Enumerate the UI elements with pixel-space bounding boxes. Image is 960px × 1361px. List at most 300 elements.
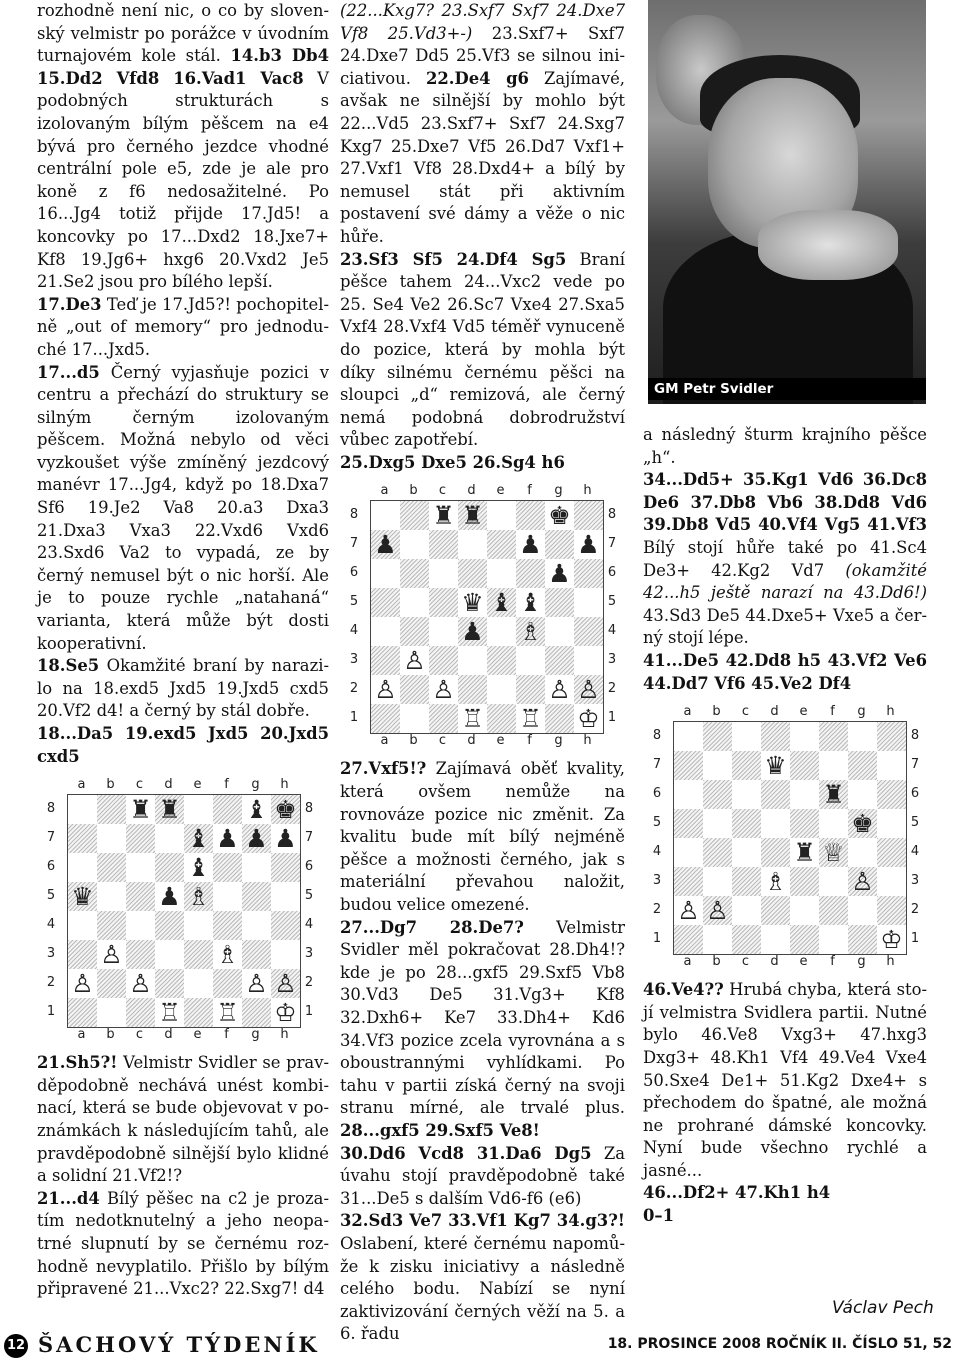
square-b7	[703, 751, 732, 780]
rank-label: 3	[910, 873, 920, 889]
file-label: c	[741, 953, 750, 969]
photo-hands-shape	[758, 210, 898, 280]
square-f1: ♖	[216, 998, 239, 1028]
move-notation: 14.b3 Db4 15.Dd2 Vfd8 16.Vad1 Vac8	[37, 46, 330, 88]
file-label: c	[438, 483, 447, 499]
square-c7	[126, 824, 155, 853]
commentary-text: Bílý pěšec na c2 je prozatím nedotknutelný a jeho neopatrné slupnutí by se černému rozhodně nevyplatilo. Přišlo by bílým připravené 21...Vxc2? 22.Sxg7! d4	[37, 1188, 329, 1299]
file-label: h	[583, 732, 592, 748]
square-b3	[703, 867, 732, 896]
file-label: c	[741, 704, 750, 720]
photo-caption: GM Petr Svidler	[648, 378, 926, 400]
paragraph	[643, 1182, 927, 1205]
issue-info: 18. PROSINCE 2008 ROČNÍK II. ČÍSLO 51, 52	[607, 1336, 952, 1352]
square-a3	[68, 940, 97, 969]
rank-labels-left	[649, 721, 665, 953]
square-g8	[848, 722, 877, 751]
move-notation: 28...gxf5 29.Sxf5 Ve8!	[340, 1120, 540, 1140]
rank-label: 7	[607, 536, 617, 552]
square-f7: ♟	[519, 530, 542, 560]
commentary-text: Černý vyjasňuje pozici v centru a přechází do struktury se silným černým izolovaným pěšcem. Možná nebylo od věci vyzkoušet výše zmíněný jezdcový manévr 17...Jg4, když po 18.Dxa7 Sf6 19.Je2 Va8 20.a3 Dxa3 21.Dxa3 Vxa3 22.Vxd6 Vxd6 23.Sxd6 Va2 to vypadá, ze by černý nemusel být o nic horší. Ale je to pouze rychle „natahaná“ varianta, která může být dosti kooperativní.	[37, 362, 329, 653]
square-h6	[877, 780, 906, 809]
rank-labels-left	[346, 500, 362, 732]
paragraph	[37, 655, 329, 723]
rank-label: 6	[349, 565, 359, 581]
file-label: a	[380, 483, 389, 499]
rank-label: 6	[910, 786, 920, 802]
rank-label: 8	[910, 728, 920, 744]
rank-label: 6	[304, 859, 314, 875]
file-label: f	[527, 732, 532, 748]
square-g2: ♙	[548, 675, 571, 705]
rank-label: 7	[910, 757, 920, 773]
square-f1: ♖	[519, 704, 542, 734]
square-f2	[213, 969, 242, 998]
paragraph	[643, 650, 927, 695]
square-f4: ♗	[516, 617, 545, 646]
square-d8	[761, 722, 790, 751]
square-d5	[761, 809, 790, 838]
move-notation: 34...Dd5+ 35.Kg1 Vd6 36.Dc8 De6 37.Db8 Vb6 38.Dd8 Vd6 39.Db8 Vd5 40.Vf4 Vg5 41.Vf3	[643, 470, 927, 535]
player-photo	[648, 0, 926, 404]
square-c8: ♜	[129, 795, 152, 825]
square-g8: ♝	[245, 795, 268, 825]
square-a2: ♙	[677, 896, 700, 926]
paragraph	[340, 452, 625, 475]
file-label: g	[857, 953, 866, 969]
square-e4	[184, 911, 213, 940]
square-d3	[155, 940, 184, 969]
square-c3	[126, 940, 155, 969]
square-h8: ♚	[271, 795, 300, 824]
square-e7	[487, 530, 516, 559]
square-h8	[877, 722, 906, 751]
file-label: g	[554, 483, 563, 499]
square-f8	[213, 795, 242, 824]
file-label: d	[164, 777, 173, 793]
rank-label: 4	[304, 917, 314, 933]
article-column-1	[37, 0, 329, 1301]
rank-label: 7	[349, 536, 359, 552]
square-f6	[213, 853, 242, 882]
square-a7	[674, 751, 703, 780]
square-a4	[674, 838, 703, 867]
move-notation: 46.Ve4??	[643, 980, 724, 1000]
file-label: f	[224, 777, 229, 793]
file-label: b	[106, 1026, 115, 1042]
square-g7	[545, 530, 574, 559]
square-d4	[761, 838, 790, 867]
rank-label: 5	[652, 815, 662, 831]
file-label: d	[770, 953, 779, 969]
square-a3	[371, 646, 400, 675]
paragraph	[37, 1188, 329, 1301]
file-label: a	[683, 704, 692, 720]
commentary-text: Teď je 17.Jd5?! pochopitelně „out of memory“ pro jednoduché 17...Jxd5.	[37, 294, 329, 359]
rank-label: 7	[652, 757, 662, 773]
square-h1: ♔	[274, 998, 297, 1028]
commentary-text: Velmistr Svidler se pravděpodobně nechává unést kombinací, která se bude objevovat v poznámkách k následujícím tahů, ale pravděpodobně silnější bylo klidné a solidní 21.Vf2!?	[37, 1053, 329, 1186]
rank-label: 2	[652, 902, 662, 918]
square-c4	[732, 838, 761, 867]
square-g2: ♙	[245, 969, 268, 999]
file-label: h	[886, 953, 895, 969]
square-d4	[155, 911, 184, 940]
file-label: g	[251, 777, 260, 793]
square-a7	[68, 824, 97, 853]
file-label: b	[409, 732, 418, 748]
square-h6	[271, 853, 300, 882]
square-g2	[848, 896, 877, 925]
move-notation: 30.Dd6 Vcd8 31.Da6 Dg5	[340, 1143, 592, 1163]
square-c5	[429, 588, 458, 617]
rank-label: 6	[607, 565, 617, 581]
commentary-text: Hrubá chyba, která stojí velmistra Svidlera partii. Nutné bylo 46.Ve8 Vxg3+ 47.hxg3 Dxg3+ 48.Kh1 Vf4 49.Ve4 Vxe4 50.Sxe4 De1+ 51.Kg2 Dxe4+ s přechodem do špatné, ale možná ne prohrané dámské koncovky. Nyní bude všechno rychlé a jasné...	[643, 980, 927, 1180]
square-a6	[674, 780, 703, 809]
square-e5: ♝	[487, 588, 516, 617]
file-labels-bottom	[67, 1024, 299, 1047]
square-h3	[271, 940, 300, 969]
square-c3	[732, 867, 761, 896]
paragraph	[340, 1210, 625, 1346]
file-label: g	[554, 732, 563, 748]
file-labels-bottom	[673, 951, 905, 974]
square-e2	[790, 896, 819, 925]
square-h8	[574, 501, 603, 530]
rank-label: 6	[652, 786, 662, 802]
square-g4	[848, 838, 877, 867]
square-h2	[877, 896, 906, 925]
move-notation: 17...d5	[37, 362, 100, 382]
square-a7: ♟	[371, 530, 400, 559]
square-b5	[703, 809, 732, 838]
square-d7: ♛	[764, 751, 787, 781]
file-label: h	[280, 1026, 289, 1042]
commentary-text: Zajímavá oběť kvality, která ovšem nemůže na rovnováze pozice nic změnit. Za kvalitu bude mít bílý nejméně pěšce a možnosti černého, jak s materiální převahou naložit, budou velice omezené.	[340, 759, 625, 915]
square-d5: ♛	[461, 588, 484, 618]
square-b6	[97, 853, 126, 882]
square-d7	[155, 824, 184, 853]
square-h7	[877, 751, 906, 780]
commentary-text: Za úvahu stojí pravděpodobně také 31...De5 s dalším Vd6-f6 (e6)	[340, 1143, 625, 1208]
rank-label: 8	[652, 728, 662, 744]
square-f7: ♟	[216, 824, 239, 854]
square-d2	[458, 675, 487, 704]
square-c6	[732, 780, 761, 809]
file-label: e	[799, 704, 808, 720]
square-h4	[877, 838, 906, 867]
move-notation: 0–1	[643, 1206, 675, 1226]
square-c2: ♙	[432, 675, 455, 705]
file-label: d	[770, 704, 779, 720]
square-b4	[97, 911, 126, 940]
square-a6	[68, 853, 97, 882]
move-notation: 22.De4 g6	[425, 68, 529, 88]
paragraph	[643, 424, 927, 469]
file-label: f	[830, 953, 835, 969]
move-notation: 46...Df2+ 47.Kh1 h4	[643, 1183, 831, 1203]
file-label: c	[135, 1026, 144, 1042]
square-a8	[674, 722, 703, 751]
paragraph	[340, 758, 625, 916]
file-label: h	[280, 777, 289, 793]
commentary-text: (22...Kxg7? 23.Sxf7 Sxf7 24.Dxe7 Vf8 25.Vd3+-)	[340, 1, 625, 43]
square-b2: ♙	[703, 896, 732, 925]
commentary-text: 23.Sxf7+ Sxf7 24.Dxe7 Dd5 25.Vf3 se silnou iniciativou.	[340, 23, 625, 88]
rank-label: 7	[304, 830, 314, 846]
chess-board	[67, 794, 301, 1028]
rank-labels-left	[43, 794, 59, 1026]
file-label: e	[193, 1026, 202, 1042]
rank-label: 5	[46, 888, 56, 904]
square-a8	[371, 501, 400, 530]
square-b4	[703, 838, 732, 867]
square-h7: ♟	[577, 530, 600, 560]
square-e8	[487, 501, 516, 530]
move-notation: 41...De5 42.Dd8 h5 43.Vf2 Ve6 44.Dd7 Vf6 45.Ve2 Df4	[643, 650, 927, 693]
rank-label: 2	[304, 975, 314, 991]
rank-label: 3	[46, 946, 56, 962]
file-label: c	[135, 777, 144, 793]
square-f2	[819, 896, 848, 925]
masthead: ŠACHOVÝ TÝDENÍK	[38, 1332, 320, 1357]
file-label: a	[77, 1026, 86, 1042]
square-a5: ♛	[68, 882, 97, 911]
paragraph	[340, 1143, 625, 1211]
square-a3	[674, 867, 703, 896]
square-c2: ♙	[129, 969, 152, 999]
square-e5: ♗	[184, 882, 213, 911]
commentary-text: Velmistr Svidler měl pokračovat 28.Dh4!? kde je po 28...gxf5 29.Sxf5 Vb8 30.Vd3 De5 31.Vg3+ Kf8 32.Dxh6+ Ke7 33.Dh4+ Kd6 34.Vf3 pozice zcela vyrovnána a s oboustrannými vyhlídkami. Po tahu v partii získá černý na svoji stranu mírné, ale trvalé plus.	[340, 917, 625, 1118]
square-g3	[242, 940, 271, 969]
square-b2	[97, 969, 126, 998]
rank-labels-right	[907, 721, 923, 953]
square-b3: ♙	[100, 940, 123, 970]
rank-label: 2	[349, 681, 359, 697]
square-h6	[574, 559, 603, 588]
square-a5	[674, 809, 703, 838]
commentary-text: Braní pěšce tahem 24...Vxc2 vede po 25. Se4 Ve2 26.Sc7 Vxe4 27.Sxa5 Vxf4 28.Vxf4 Vd5 téměř vynuceně do pozice, která by mohla být díky silnému černému pěšci na sloupci „d“ remizová, ale černý nemá podobná dobrodružství vůbec zapotřebí.	[340, 249, 625, 450]
square-e8	[184, 795, 213, 824]
rank-label: 3	[304, 946, 314, 962]
rank-label: 1	[652, 931, 662, 947]
square-c6	[126, 853, 155, 882]
square-f5	[819, 809, 848, 838]
square-c4	[126, 911, 155, 940]
square-a4	[68, 911, 97, 940]
square-e4: ♜	[793, 838, 816, 868]
square-h1: ♔	[880, 925, 903, 955]
commentary-text: Bílý stojí hůře také po 41.Sc4 De3+ 42.Kg2 Vd7	[643, 537, 927, 580]
square-e3	[487, 646, 516, 675]
file-label: b	[106, 777, 115, 793]
paragraph	[37, 0, 329, 294]
rank-label: 8	[607, 507, 617, 523]
square-g4	[545, 617, 574, 646]
square-d8: ♜	[155, 795, 184, 824]
commentary-text: Oslabení, které černému napomůže k zisku iniciativy a následně celého bodu. Nabízí se nyní zaktivizování černých věží na 5. a 6. řadu	[340, 1233, 625, 1344]
square-c2	[732, 896, 761, 925]
square-h4	[574, 617, 603, 646]
file-label: b	[712, 704, 721, 720]
author-signature: Václav Pech	[832, 1298, 934, 1318]
square-g6: ♟	[548, 559, 571, 589]
move-notation: 18.Se5	[37, 656, 100, 676]
square-b8	[400, 501, 429, 530]
square-h5	[271, 882, 300, 911]
move-notation: 18...Da5 19.exd5 Jxd5 20.Jxd5 cxd5	[37, 724, 329, 766]
square-f6	[516, 559, 545, 588]
square-c4	[429, 617, 458, 646]
file-label: a	[77, 777, 86, 793]
file-label: d	[164, 1026, 173, 1042]
commentary-text: a následný šturm krajního pěšce „h“.	[643, 425, 927, 467]
square-c3	[429, 646, 458, 675]
rank-label: 1	[304, 1004, 314, 1020]
rank-label: 1	[910, 931, 920, 947]
square-d7	[458, 530, 487, 559]
file-label: d	[467, 732, 476, 748]
rank-label: 4	[349, 623, 359, 639]
paragraph	[37, 362, 329, 656]
paragraph	[340, 0, 625, 249]
square-e7: ♝	[184, 824, 213, 853]
move-notation: 32.Sd3 Ve7 33.Vf1 Kg7 34.g3?!	[340, 1211, 625, 1231]
paragraph	[340, 917, 625, 1143]
paragraph	[37, 723, 329, 768]
square-b5	[400, 588, 429, 617]
rank-label: 1	[46, 1004, 56, 1020]
rank-label: 4	[46, 917, 56, 933]
square-f7	[819, 751, 848, 780]
commentary-text: Okamžité braní by narazilo na 18.exd5 Jxd5 19.Jxd5 cxd5 20.Vf2 d4! a černý by stál dobře.	[37, 656, 329, 721]
square-h5	[574, 588, 603, 617]
square-g5	[545, 588, 574, 617]
square-e5	[790, 809, 819, 838]
commentary-text: 43.Sd3 De5 44.Dxe5+ Vxe5 a černý stojí lépe.	[643, 605, 927, 648]
square-f4: ♕	[819, 838, 848, 867]
square-e6: ♝	[187, 853, 210, 883]
square-a5	[371, 588, 400, 617]
square-g4	[242, 911, 271, 940]
chess-diagram-1	[43, 774, 314, 1046]
square-g8: ♚	[548, 501, 571, 531]
square-e6	[487, 559, 516, 588]
square-h2: ♙	[271, 969, 300, 998]
rank-label: 4	[910, 844, 920, 860]
rank-label: 8	[349, 507, 359, 523]
square-e8	[790, 722, 819, 751]
file-label: f	[224, 1026, 229, 1042]
move-notation: 27...Dg7 28.De7?	[340, 917, 524, 937]
file-label: h	[583, 483, 592, 499]
square-e2	[184, 969, 213, 998]
square-f8	[819, 722, 848, 751]
move-notation: 21.Sh5?!	[37, 1053, 118, 1073]
square-h1: ♔	[577, 704, 600, 734]
square-g6	[242, 853, 271, 882]
square-a8	[68, 795, 97, 824]
paragraph	[340, 249, 625, 452]
square-h5	[877, 809, 906, 838]
square-c6	[429, 559, 458, 588]
square-d1: ♖	[158, 998, 181, 1028]
square-g7: ♟	[242, 824, 271, 853]
rank-label: 3	[607, 652, 617, 668]
square-b6	[400, 559, 429, 588]
square-e2	[487, 675, 516, 704]
rank-label: 4	[607, 623, 617, 639]
commentary-text: (okamžité 42...h5 ještě narazí na 43.Dd6!)	[643, 560, 927, 603]
square-e3	[790, 867, 819, 896]
square-d6	[761, 780, 790, 809]
square-a2: ♙	[374, 675, 397, 705]
square-f2	[516, 675, 545, 704]
file-label: f	[830, 704, 835, 720]
file-labels-bottom	[370, 730, 602, 753]
paragraph	[37, 1052, 329, 1188]
square-d5: ♟	[158, 882, 181, 912]
square-d2	[155, 969, 184, 998]
paragraph	[643, 979, 927, 1182]
rank-label: 3	[652, 873, 662, 889]
commentary-text: V podobných strukturách s izolovaným bílým pěšcem na e4 bývá pro černého jezdce vhodné centrální pole e5, zde je ale pro koně z f6 nedosažitelné. Po 16...Jg4 totiž přijde 17.Jd5! a koncovky po 17...Dxd2 18.Jxe7+ Kf8 19.Jg6+ hxg6 20.Vxd2 Je5 21.Se2 jsou pro bílého lepší.	[37, 68, 329, 292]
rank-labels-right	[604, 500, 620, 732]
move-notation: 23.Sf3 Sf5 24.Df4 Sg5	[340, 249, 567, 269]
square-g5	[242, 882, 271, 911]
rank-label: 5	[607, 594, 617, 610]
file-label: c	[438, 732, 447, 748]
square-f8	[516, 501, 545, 530]
file-label: g	[251, 1026, 260, 1042]
square-f3	[516, 646, 545, 675]
square-e7	[790, 751, 819, 780]
rank-label: 1	[607, 710, 617, 726]
file-label: e	[193, 777, 202, 793]
square-b2	[400, 675, 429, 704]
square-c5	[732, 809, 761, 838]
square-d3	[458, 646, 487, 675]
square-g3	[545, 646, 574, 675]
square-d6	[458, 559, 487, 588]
rank-label: 7	[46, 830, 56, 846]
rank-label: 5	[304, 888, 314, 904]
move-notation: 25.Dxg5 Dxe5 26.Sg4 h6	[340, 452, 565, 472]
rank-label: 5	[910, 815, 920, 831]
rank-labels-right	[301, 794, 317, 1026]
square-g3: ♙	[848, 867, 877, 896]
square-c7	[429, 530, 458, 559]
square-d8: ♜	[458, 501, 487, 530]
square-c7	[732, 751, 761, 780]
commentary-text: rozhodně není nic, o co by slovenský velmistr po porážce v úvodním turnajovém kole stál.	[37, 1, 329, 66]
chess-board	[673, 721, 907, 955]
square-d6	[155, 853, 184, 882]
square-a2: ♙	[71, 969, 94, 999]
square-g5: ♚	[848, 809, 877, 838]
rank-label: 8	[304, 801, 314, 817]
move-notation: 27.Vxf5!?	[340, 759, 427, 779]
rank-label: 8	[46, 801, 56, 817]
file-label: f	[527, 483, 532, 499]
move-notation: 21...d4	[37, 1188, 100, 1208]
file-label: e	[496, 483, 505, 499]
square-f5: ♝	[519, 588, 542, 618]
square-e6	[790, 780, 819, 809]
square-f4	[213, 911, 242, 940]
file-label: a	[380, 732, 389, 748]
rank-label: 3	[349, 652, 359, 668]
